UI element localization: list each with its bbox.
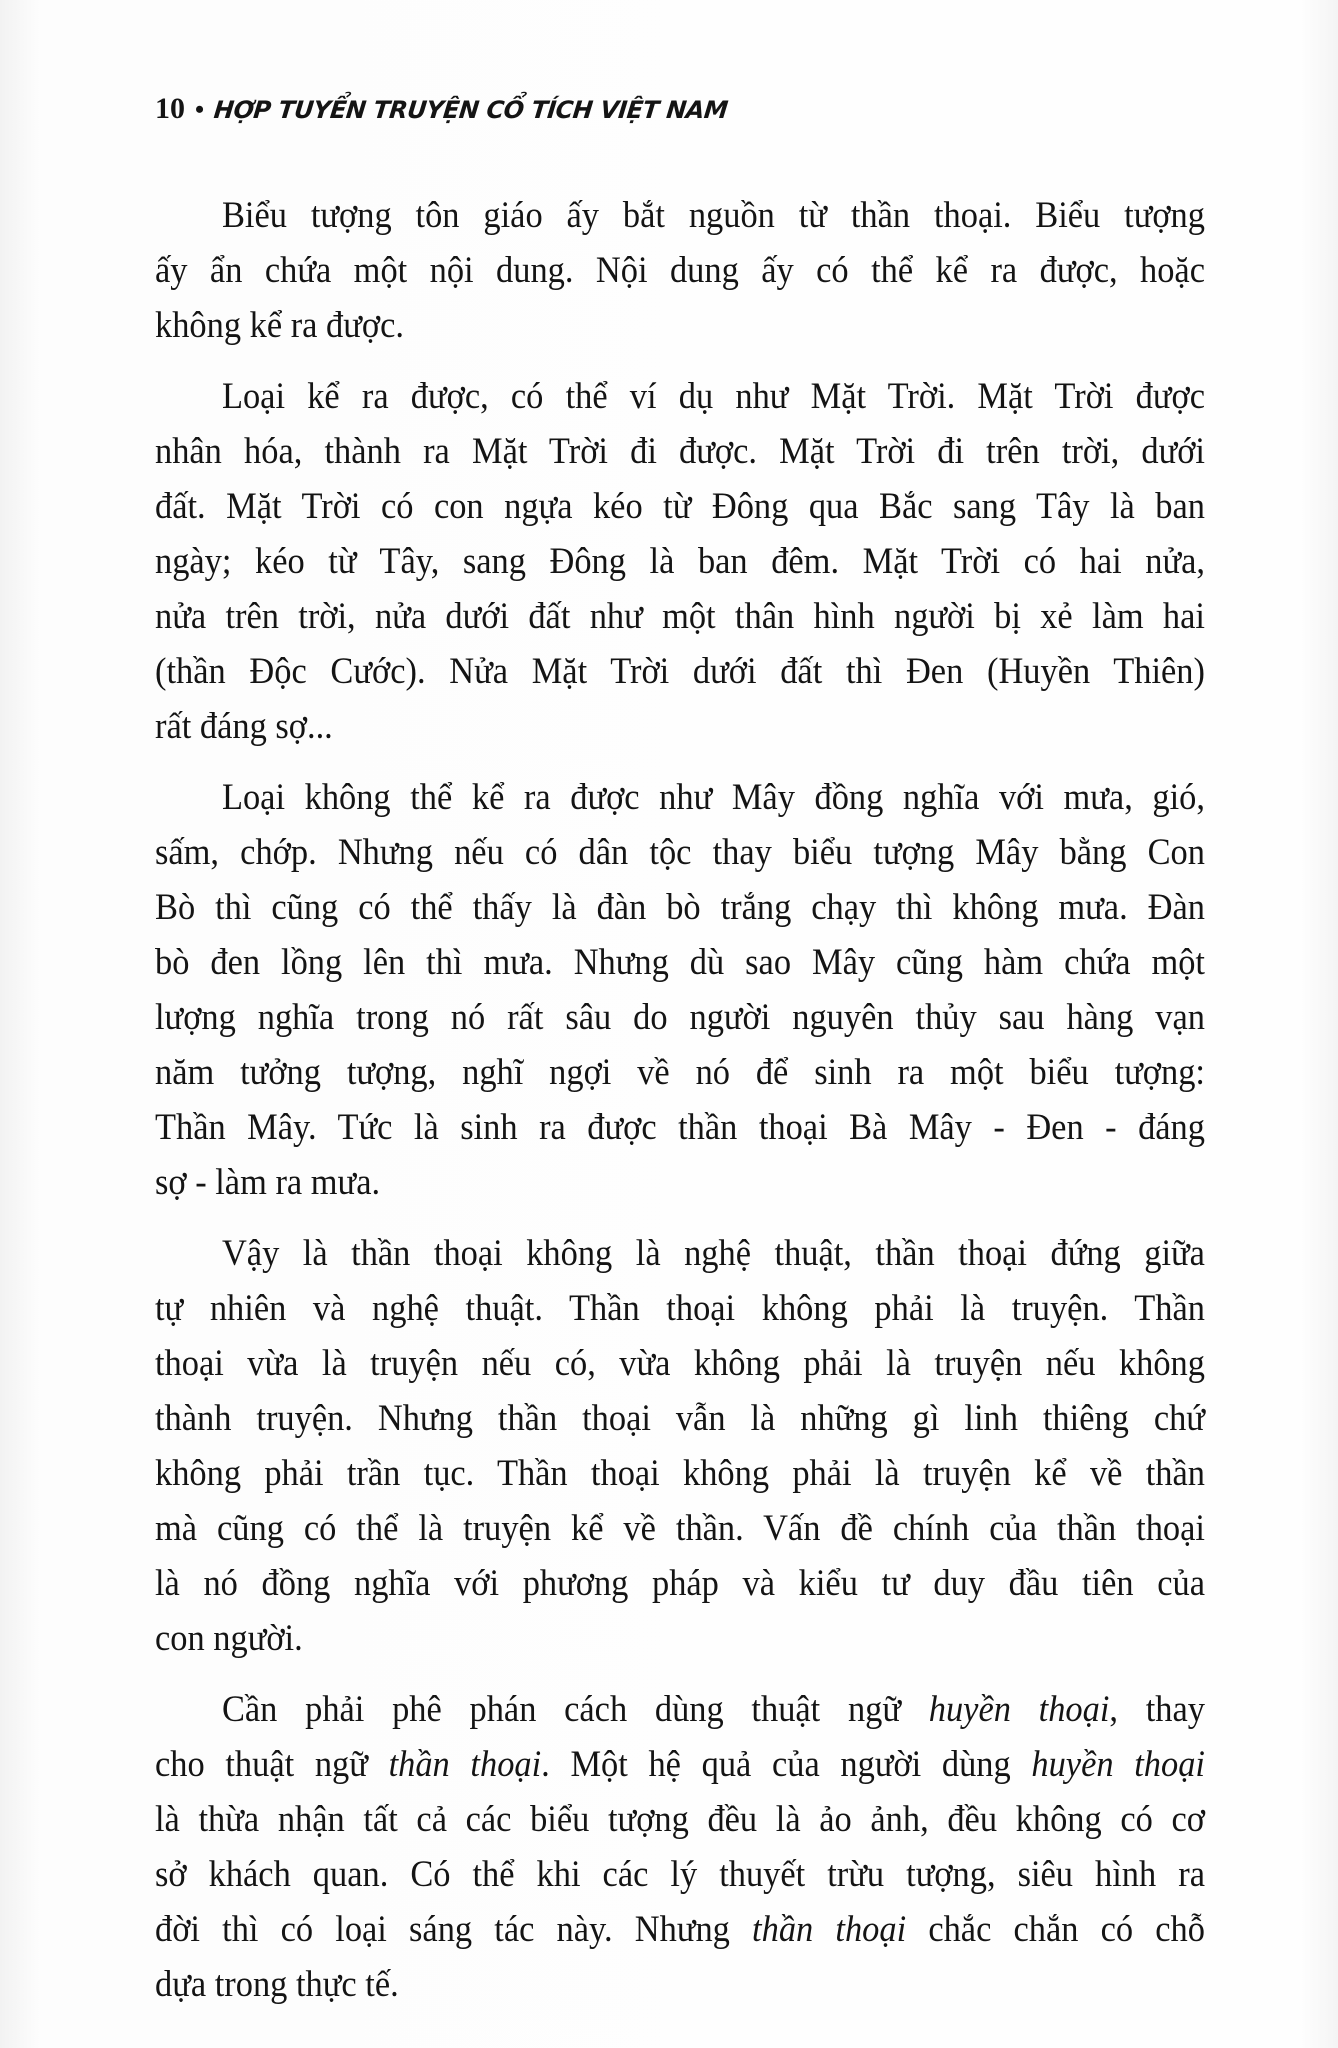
text-line <box>155 1155 1205 1210</box>
text-line <box>155 1226 1205 1281</box>
text-segment: thoại vừa là truyện nếu có, vừa không phải là truyện nếu không <box>155 1343 1205 1384</box>
paragraph <box>155 188 1205 353</box>
italic-term: thần thoại <box>752 1909 907 1950</box>
text-segment: con người. <box>155 1618 303 1659</box>
italic-term: huyền thoại <box>1031 1744 1205 1785</box>
text-line <box>155 1336 1205 1391</box>
text-segment: nửa trên trời, nửa dưới đất như một thân hình người bị xẻ làm hai <box>155 596 1205 637</box>
text-line <box>155 1045 1205 1100</box>
text-line <box>155 1902 1205 1957</box>
text-segment: chắc chắn có chỗ <box>906 1909 1205 1950</box>
text-segment: ngày; kéo từ Tây, sang Đông là ban đêm. Mặt Trời có hai nửa, <box>155 541 1205 582</box>
text-segment: đời thì có loại sáng tác này. Nhưng <box>155 1909 753 1950</box>
text-segment: , thay <box>1109 1689 1205 1730</box>
text-line <box>155 1501 1205 1556</box>
text-segment: không kể ra được. <box>155 305 404 346</box>
text-segment: Loại kể ra được, có thể ví dụ như Mặt Trời. Mặt Trời được <box>221 376 1205 417</box>
running-title: HỢP TUYỂN TRUYỆN CỔ TÍCH VIỆT NAM <box>212 96 730 124</box>
text-segment: nhân hóa, thành ra Mặt Trời đi được. Mặt Trời đi trên trời, dưới <box>155 431 1205 472</box>
text-line <box>155 880 1205 935</box>
text-line <box>155 1847 1205 1902</box>
text-line <box>155 1391 1205 1446</box>
text-segment: Thần Mây. Tức là sinh ra được thần thoại Bà Mây - Đen - đáng <box>155 1107 1205 1148</box>
text-segment: Vậy là thần thoại không là nghệ thuật, thần thoại đứng giữa <box>221 1233 1205 1274</box>
text-segment: thành truyện. Nhưng thần thoại vẫn là những gì linh thiêng chứ <box>155 1398 1205 1439</box>
text-segment: bò đen lồng lên thì mưa. Nhưng dù sao Mây cũng hàm chứa một <box>155 942 1205 983</box>
paragraph <box>155 770 1205 1210</box>
text-line <box>155 1556 1205 1611</box>
page-number: 10 <box>155 92 185 125</box>
text-segment: mà cũng có thể là truyện kể về thần. Vấn đề chính của thần thoại <box>155 1508 1205 1549</box>
text-segment: sợ - làm ra mưa. <box>155 1162 381 1203</box>
page-header <box>155 92 728 132</box>
text-line <box>155 990 1205 1045</box>
text-segment: Loại không thể kể ra được như Mây đồng nghĩa với mưa, gió, <box>221 777 1205 818</box>
text-segment: (thần Độc Cước). Nửa Mặt Trời dưới đất thì Đen (Huyền Thiên) <box>155 651 1205 692</box>
text-segment: là nó đồng nghĩa với phương pháp và kiểu tư duy đầu tiên của <box>155 1563 1205 1604</box>
text-segment: rất đáng sợ... <box>155 706 333 747</box>
italic-term: thần thoại <box>388 1744 542 1785</box>
text-segment: đất. Mặt Trời có con ngựa kéo từ Đông qua Bắc sang Tây là ban <box>155 486 1205 527</box>
text-line <box>155 1682 1205 1737</box>
text-line <box>155 534 1205 589</box>
text-line <box>155 1737 1205 1792</box>
text-line <box>155 825 1205 880</box>
text-segment: Cần phải phê phán cách dùng thuật ngữ <box>221 1689 929 1730</box>
text-segment: Biểu tượng tôn giáo ấy bắt nguồn từ thần thoại. Biểu tượng <box>221 195 1205 236</box>
text-segment: tự nhiên và nghệ thuật. Thần thoại không phải là truyện. Thần <box>155 1288 1205 1329</box>
text-line <box>155 298 1205 353</box>
text-line <box>155 1957 1205 2012</box>
text-line <box>155 770 1205 825</box>
text-line <box>155 589 1205 644</box>
header-separator: • <box>195 95 205 124</box>
body-text <box>155 188 1205 2028</box>
text-line <box>155 1446 1205 1501</box>
italic-term: huyền thoại <box>928 1689 1110 1730</box>
paragraph <box>155 1682 1205 2012</box>
text-segment: không phải trần tục. Thần thoại không phải là truyện kể về thần <box>155 1453 1205 1494</box>
text-segment: cho thuật ngữ <box>155 1744 389 1785</box>
text-line <box>155 424 1205 479</box>
text-line <box>155 1281 1205 1336</box>
text-segment: ấy ẩn chứa một nội dung. Nội dung ấy có thể kể ra được, hoặc <box>155 250 1205 291</box>
text-segment: sở khách quan. Có thể khi các lý thuyết trừu tượng, siêu hình ra <box>155 1854 1205 1895</box>
text-segment: là thừa nhận tất cả các biểu tượng đều là ảo ảnh, đều không có cơ <box>155 1799 1205 1840</box>
text-line <box>155 243 1205 298</box>
text-segment: lượng nghĩa trong nó rất sâu do người nguyên thủy sau hàng vạn <box>155 997 1205 1038</box>
text-segment: Bò thì cũng có thể thấy là đàn bò trắng chạy thì không mưa. Đàn <box>155 887 1205 928</box>
text-segment: năm tưởng tượng, nghĩ ngợi về nó để sinh ra một biểu tượng: <box>155 1052 1205 1093</box>
paragraph <box>155 369 1205 754</box>
text-segment: . Một hệ quả của người dùng <box>541 1744 1032 1785</box>
paragraph <box>155 1226 1205 1666</box>
text-segment: dựa trong thực tế. <box>155 1964 399 2005</box>
text-line <box>155 369 1205 424</box>
text-line <box>155 1100 1205 1155</box>
text-segment: sấm, chớp. Nhưng nếu có dân tộc thay biểu tượng Mây bằng Con <box>155 832 1205 873</box>
text-line <box>155 1792 1205 1847</box>
text-line <box>155 479 1205 534</box>
text-line <box>155 935 1205 990</box>
text-line <box>155 644 1205 699</box>
text-line <box>155 699 1205 754</box>
text-line <box>155 188 1205 243</box>
text-line <box>155 1611 1205 1666</box>
